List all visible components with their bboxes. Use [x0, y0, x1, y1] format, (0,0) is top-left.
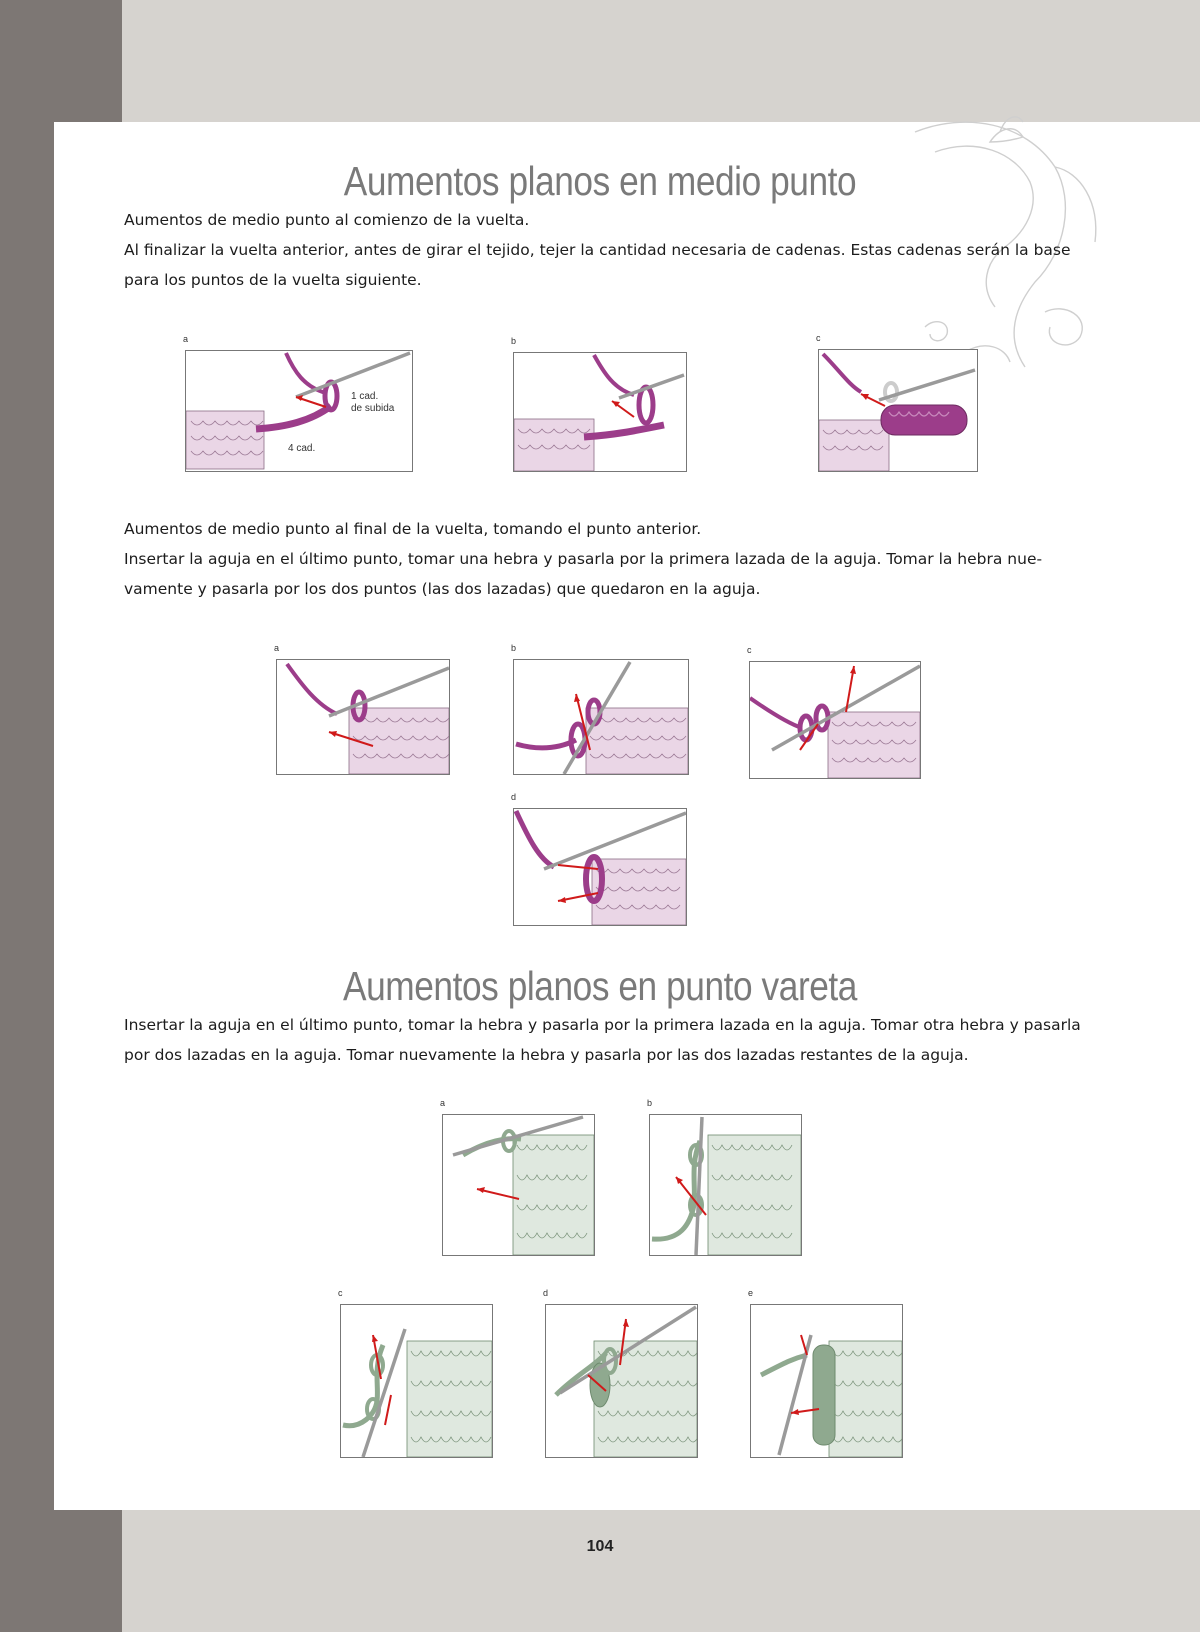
crochet-diagram — [749, 661, 921, 779]
text-line: Insertar la aguja en el último punto, tomar la hebra y pasarla por la primera lazada en la aguja. Tomar otra hebra y pasarla — [124, 1016, 1081, 1034]
crochet-diagram — [442, 1114, 595, 1256]
text-line: vamente y pasarla por los dos puntos (las dos lazadas) que quedaron en la aguja. — [124, 580, 761, 598]
crochet-diagram — [513, 808, 687, 926]
figure-3e — [748, 1288, 903, 1458]
figure-letter: d — [511, 792, 517, 802]
figure-letter: d — [543, 1288, 549, 1298]
figure-1a — [183, 334, 413, 472]
label-de-subida: de subida — [351, 403, 395, 414]
crochet-diagram — [545, 1304, 698, 1458]
crochet-diagram — [276, 659, 450, 775]
crochet-diagram — [750, 1304, 903, 1458]
crochet-diagram — [513, 352, 687, 472]
figure-letter: a — [274, 643, 280, 653]
figure-3b — [647, 1098, 802, 1256]
figure-letter: b — [647, 1098, 653, 1108]
crochet-diagram — [513, 659, 689, 775]
crochet-diagram — [649, 1114, 802, 1256]
figure-letter: c — [338, 1288, 343, 1298]
figure-3c — [338, 1288, 493, 1458]
text-line: Aumentos de medio punto al comienzo de la vuelta. — [124, 211, 530, 229]
label-1-cad: 1 cad. — [351, 391, 379, 402]
figure-letter: a — [183, 334, 189, 344]
paragraph-vareta — [124, 1010, 1084, 1070]
figure-1c — [816, 333, 978, 472]
figure-2b — [511, 643, 689, 775]
text-line: por dos lazadas en la aguja. Tomar nuevamente la hebra y pasarla por las dos lazadas restantes de la aguja. — [124, 1046, 969, 1064]
figure-1b — [511, 336, 687, 472]
crochet-diagram — [818, 349, 978, 472]
figure-2c — [747, 645, 921, 779]
figure-letter: c — [816, 333, 821, 343]
text-line: para los puntos de la vuelta siguiente. — [124, 271, 422, 289]
figure-letter: b — [511, 643, 517, 653]
section-title-punto-vareta: Aumentos planos en punto vareta — [343, 963, 857, 1009]
figure-letter: b — [511, 336, 517, 346]
text-line: Aumentos de medio punto al final de la vuelta, tomando el punto anterior. — [124, 520, 702, 538]
label-4-cad: 4 cad. — [288, 443, 316, 454]
figure-3d — [543, 1288, 698, 1458]
page-number: 104 — [586, 1538, 614, 1555]
paragraph-end-increase — [124, 514, 1084, 604]
figure-letter: c — [747, 645, 752, 655]
figure-letter: e — [748, 1288, 754, 1298]
figure-letter: a — [440, 1098, 446, 1108]
text-line: Al finalizar la vuelta anterior, antes de girar el tejido, tejer la cantidad necesaria de cadenas. Estas cadenas serán la base — [124, 241, 1071, 259]
text-line: Insertar la aguja en el último punto, tomar una hebra y pasarla por la primera lazada de la aguja. Tomar la hebra nue- — [124, 550, 1043, 568]
crochet-diagram — [185, 350, 413, 472]
figure-2d — [511, 792, 687, 926]
paragraph-start-increase — [124, 205, 1084, 295]
figure-2a — [274, 643, 450, 775]
figure-3a — [440, 1098, 595, 1256]
section-title-medio-punto: Aumentos planos en medio punto — [343, 158, 857, 204]
crochet-diagram — [340, 1304, 493, 1458]
